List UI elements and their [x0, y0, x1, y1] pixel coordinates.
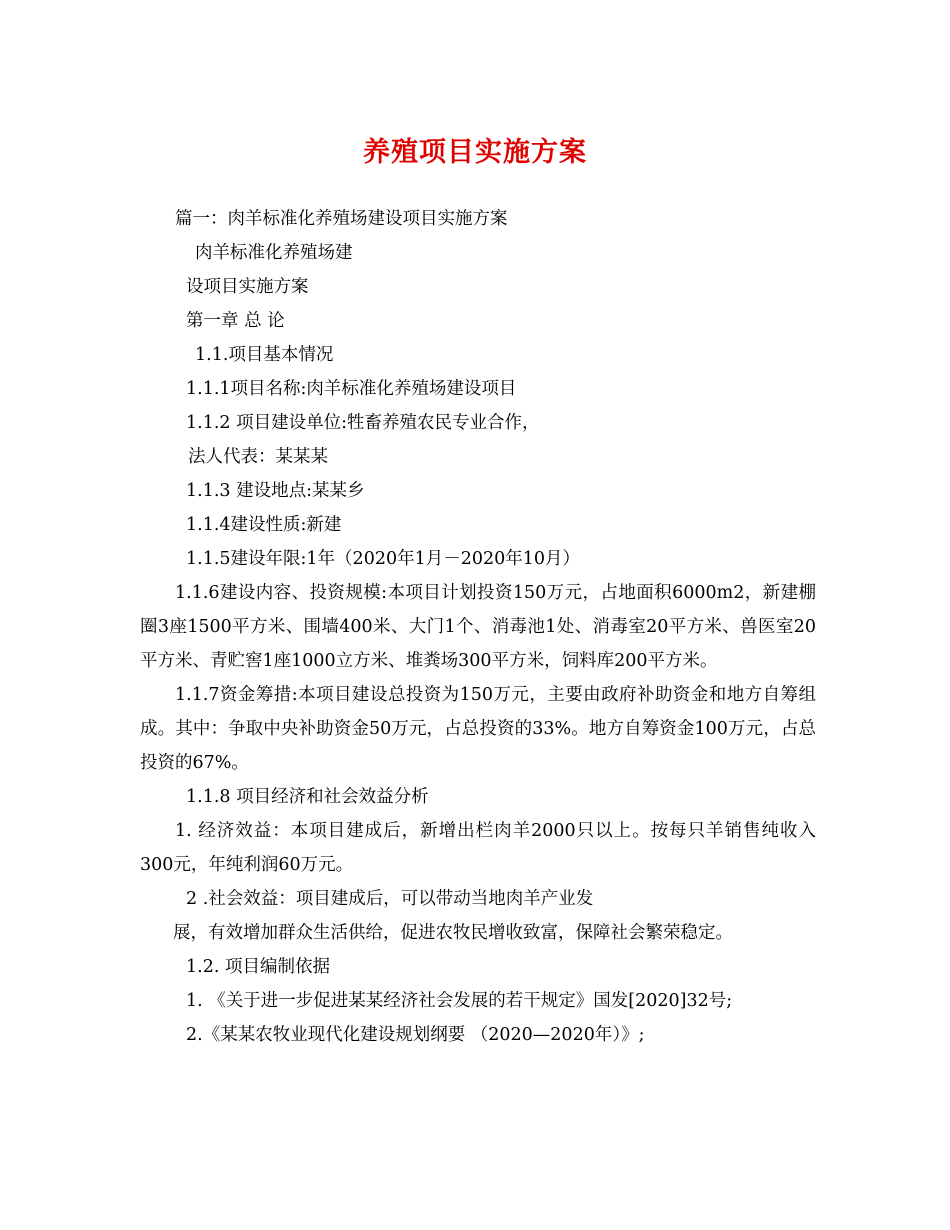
- item-duration: 1.1.5建设年限:1年（2020年1月－2020年10月）: [186, 549, 581, 569]
- section-basis-heading: 1.2. 项目编制依据: [186, 957, 330, 977]
- section-heading: 1.1.项目基本情况: [195, 345, 334, 365]
- document-body: [140, 202, 816, 1052]
- document-title: 养殖项目实施方案: [363, 137, 587, 168]
- item-project-name: 1.1.1项目名称:肉羊标准化养殖场建设项目: [186, 379, 517, 399]
- item-social-benefit: 2 .社会效益：项目建成后，可以带动当地肉羊产业发: [186, 889, 594, 909]
- subtitle-line-1: 肉羊标准化养殖场建: [195, 243, 353, 263]
- item-social-benefit-cont: 展，有效增加群众生活供给，促进农牧民增收致富，保障社会繁荣稳定。: [173, 923, 733, 943]
- subtitle-line-2: 设项目实施方案: [186, 277, 309, 297]
- article-heading: 篇一：肉羊标准化养殖场建设项目实施方案: [175, 209, 508, 229]
- paragraph-funding: 1.1.7资金筹措:本项目建设总投资为150万元，主要由政府补助资金和地方自筹组成。其中：争取中央补助资金50万元，占总投资的33%。地方自筹资金100万元，占总投资的67%。: [140, 685, 816, 773]
- chapter-heading: 第一章 总 论: [186, 311, 285, 331]
- basis-item-2: 2.《某某农牧业现代化建设规划纲要 （2020—2020年）》;: [186, 1025, 645, 1045]
- paragraph-economic-benefit: 1. 经济效益：本项目建成后，新增出栏肉羊2000只以上。按每只羊销售纯收入300元，年纯利润60万元。: [140, 821, 816, 875]
- item-benefit-analysis: 1.1.8 项目经济和社会效益分析: [186, 787, 429, 807]
- item-legal-representative: 法人代表：某某某: [188, 447, 328, 467]
- item-construction-unit: 1.1.2 项目建设单位:牲畜养殖农民专业合作，: [186, 413, 540, 433]
- item-nature: 1.1.4建设性质:新建: [186, 515, 342, 535]
- basis-item-1: 1. 《关于进一步促进某某经济社会发展的若干规定》国发[2020]32号;: [186, 991, 733, 1011]
- paragraph-construction-content: 1.1.6建设内容、投资规模:本项目计划投资150万元，占地面积6000m2，新建棚圈3座1500平方米、围墙400米、大门1个、消毒池1处、消毒室20平方米、兽医室20平方米、青贮窖1座1000立方米、堆粪场300平方米，饲料库200平方米。: [140, 583, 816, 671]
- item-location: 1.1.3 建设地点:某某乡: [186, 481, 365, 501]
